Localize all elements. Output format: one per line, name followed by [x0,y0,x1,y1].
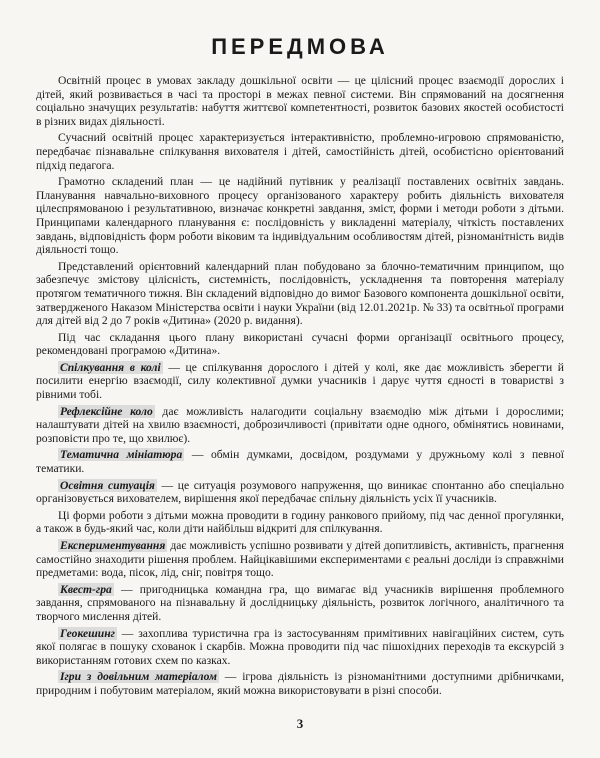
term-paragraph [36,448,564,475]
term-label: Ігри з довільним матеріалом [60,670,217,684]
term-paragraph [36,583,564,624]
term-definition: — захоплива туристична гра із застосуванням примітивних навігаційних систем, суть якої полягає в пошуку схованок і скарбів. Можна проводити під час пішохідних переходів та екскурсій з використанням готових схем по казках. [36,626,564,667]
term-paragraph [36,627,564,668]
paragraph-3: Грамотно складений план — це надійний путівник у реалізації поставлених освітніх завдань. Планування навчально-виховного процесу організованого характеру робить діяльність вихователя цілеспрямованою і результативною, визначає конкретні завдання, зміст, форми і методи роботи з дітьми. Принципами календарного планування є: послідовність у викладенні матеріалу, чіткість поставлених завдань, відповідність форм роботи віковим та індивідуальним особливостям дітей, різноманітність видів діяльності тощо. [36,175,564,257]
term-label: Тематична мініатюра [60,448,183,462]
page-number: 3 [296,716,304,731]
term-definition: — обмін думками, досвідом, роздумами у дружньому колі з певної тематики. [36,448,564,476]
term-paragraph [36,670,564,697]
term-label: Квест-гра [60,582,112,596]
term-paragraph [36,539,564,580]
term-definition: — ігрова діяльність із різноманітними доступними дрібничками, природним і побутовим матеріалом, який можна використовувати в різні способи. [36,670,564,697]
page-title: ПЕРЕДМОВА [211,34,389,59]
term-label: Спілкування в колі [60,360,161,374]
term-definition: — пригодницька командна гра, що вимагає від учасників вирішення проблемного завдання, спрямованого на пізнавальну й дослідницьку діяльність, розвиток логічного, аналітичного та творчого мислення дітей. [36,582,564,623]
term-label: Експериментування [60,539,166,552]
term-definition: дає можливість успішно розвивати у дітей допитливість, активність, прагнення самостійно знаходити рішення проблем. Найцікавішими експериментами є реальні досліди із справжніми предметами: вода, пісок, лід, сніг, повітря тощо. [36,539,564,580]
paragraph-4: Представлений орієнтовний календарний план побудовано за блочно-тематичним принципом, що забезпечує змістову цілісність, системність, послідовність, ускладнення та повторення матеріалу протягом тематичного тижня. Він складений відповідно до вимог Базового компонента дошкільної освіти, затвердженого Наказом Міністерства освіти і науки України (від 12.01.2021р. № 33) та освітньої програми для дітей від 2 до 7 років «Дитина» (2020 р. видання). [36,259,564,328]
term-label: Геокешинг [60,626,115,640]
term-paragraph [36,361,564,402]
term-definition: — це ситуація розумового напруження, що виникає спонтанно або спеціально організовується вихователем, вирішення якої передбачає спільну діяльність усіх її учасників. [36,478,565,506]
term-paragraph [36,405,564,446]
term-label: Рефлексійне коло [60,404,153,418]
term-definition: — це спілкування дорослого і дітей у колі, яке дає можливість зберегти й посилити енергію взаємодії, силу колективної думки учасників і дарує чуття єдності в товаристві з рівними тобі. [36,360,564,402]
paragraph-2: Сучасний освітній процес характеризується інтерактивністю, проблемно-игровою спрямованістю, передбачає пізнавальне спілкування вихователя і дітей, самостійність дітей, особистісно орієнтований підхід педагога. [36,131,564,172]
term-paragraph [36,479,564,506]
paragraph-1: Освітній процес в умовах закладу дошкільної освіти — це цілісний процес взаємодії дорослих і дітей, який розвивається в часі та просторі в межах певної системи. Він спрямований на досягнення соціально значущих результатів: набуття життєвої компетентності, розвиток базових якостей особистості в різних видах діяльності. [36,74,564,128]
paragraph-5: Під час складання цього плану використані сучасні форми організації освітнього процесу, рекомендовані програмою «Дитина». [36,330,564,358]
term-label: Освітня ситуація [60,478,155,492]
paragraph-middle: Ці форми роботи з дітьми можна проводити в годину ранкового прийому, під час денної прогулянки, а також в будь-який час, коли діти найбільш відкриті для спілкування. [36,508,564,536]
term-definition: дає можливість налагодити соціальну взаємодію між дітьми і дорослими; налаштувати дітей на хвилю взаємності, доброзичливості (привітати одне одного, обмінятись новинами, розповісти про те, що хвилює). [36,404,565,445]
